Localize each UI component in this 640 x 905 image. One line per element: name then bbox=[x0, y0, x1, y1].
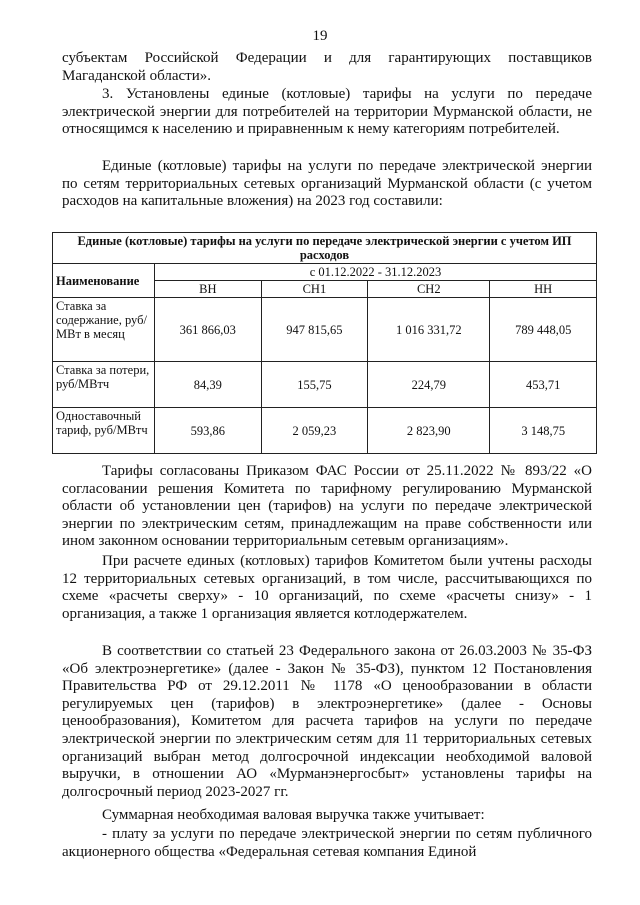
paragraph-8: - плату за услуги по передаче электрической энергии по сетям публичного акционерного общества «Федеральная сетевая компания Единой bbox=[62, 826, 592, 860]
paragraph-7: Суммарная необходимая валовая выручка также учитывает: bbox=[102, 807, 485, 823]
table-row bbox=[53, 298, 597, 362]
table-cell: 789 448,05 bbox=[490, 298, 597, 362]
level-vn: ВН bbox=[155, 281, 262, 298]
page-number: 19 bbox=[312, 28, 328, 44]
table-cell: 155,75 bbox=[261, 362, 368, 408]
table-title-row bbox=[53, 233, 597, 264]
table-title: Единые (котловые) тарифы на услуги по передаче электрической энергии с учетом ИП расходов bbox=[53, 233, 597, 264]
table-cell: 3 148,75 bbox=[490, 408, 597, 454]
table-cell: 2 823,90 bbox=[368, 408, 490, 454]
name-header: Наименование bbox=[53, 264, 155, 298]
table-cell: 453,71 bbox=[490, 362, 597, 408]
tariff-table bbox=[52, 232, 597, 454]
table-row bbox=[53, 362, 597, 408]
table-cell: 224,79 bbox=[368, 362, 490, 408]
table-cell: 593,86 bbox=[155, 408, 262, 454]
level-sn2: СН2 bbox=[368, 281, 490, 298]
level-nn: НН bbox=[490, 281, 597, 298]
period-header: с 01.12.2022 - 31.12.2023 bbox=[155, 264, 597, 281]
paragraph-5: При расчете единых (котловых) тарифов Комитетом были учтены расходы 12 территориальных сетевых организаций, в том числе, рассчитывающихся по схеме «расчеты сверху» - 10 организаций, по схеме «расчеты снизу» - 1 организация, а также 1 организация является котлодержателем. bbox=[62, 553, 592, 622]
paragraph-4: Тарифы согласованы Приказом ФАС России от 25.11.2022 № 893/22 «О согласовании решения Комитета по тарифному регулированию Мурманской области об установлении цен (тарифов) на услуги по передаче электрической энергии по электрическим сетям, принадлежащим на праве собственности или ином законном основании территориальным сетевым организациям». bbox=[62, 463, 592, 550]
row-name: Ставка за содержание, руб/МВт в месяц bbox=[53, 298, 155, 362]
paragraph-1: субъектам Российской Федерации и для гарантирующих поставщиков Магаданской области». bbox=[62, 50, 592, 84]
row-name: Одноставочный тариф, руб/МВтч bbox=[53, 408, 155, 454]
table-cell: 1 016 331,72 bbox=[368, 298, 490, 362]
table-header-row bbox=[53, 264, 597, 281]
table-cell: 2 059,23 bbox=[261, 408, 368, 454]
table-row bbox=[53, 408, 597, 454]
table-cell: 361 866,03 bbox=[155, 298, 262, 362]
row-name: Ставка за потери, руб/МВтч bbox=[53, 362, 155, 408]
paragraph-3: Единые (котловые) тарифы на услуги по передаче электрической энергии по сетям территориальных сетевых организаций Мурманской области (с учетом расходов на капитальные вложения) на 2023 год составили: bbox=[62, 158, 592, 210]
paragraph-6: В соответствии со статьей 23 Федерального закона от 26.03.2003 № 35-ФЗ «Об электроэнергетике» (далее - Закон № 35-ФЗ), пунктом 12 Постановления Правительства РФ от 29.12.2011 № 1178 «О ценообразовании в области регулируемых цен (тарифов) в электроэнергетике» (далее - Основы ценообразования), Комитетом для расчета тарифов на услуги по передаче электрической энергии по электрическим сетям для 11 территориальных сетевых организаций выбран метод долгосрочной индексации необходимой валовой выручки, в отношении АО «Мурманэнергосбыт» установлены тарифы на долгосрочный период 2023-2027 гг. bbox=[62, 643, 592, 800]
table-cell: 947 815,65 bbox=[261, 298, 368, 362]
table-cell: 84,39 bbox=[155, 362, 262, 408]
level-sn1: СН1 bbox=[261, 281, 368, 298]
paragraph-2: 3. Установлены единые (котловые) тарифы на услуги по передаче электрической энергии для потребителей на территории Мурманской области, не относящимся к населению и приравненным к нему категориям потребителей. bbox=[62, 86, 592, 138]
